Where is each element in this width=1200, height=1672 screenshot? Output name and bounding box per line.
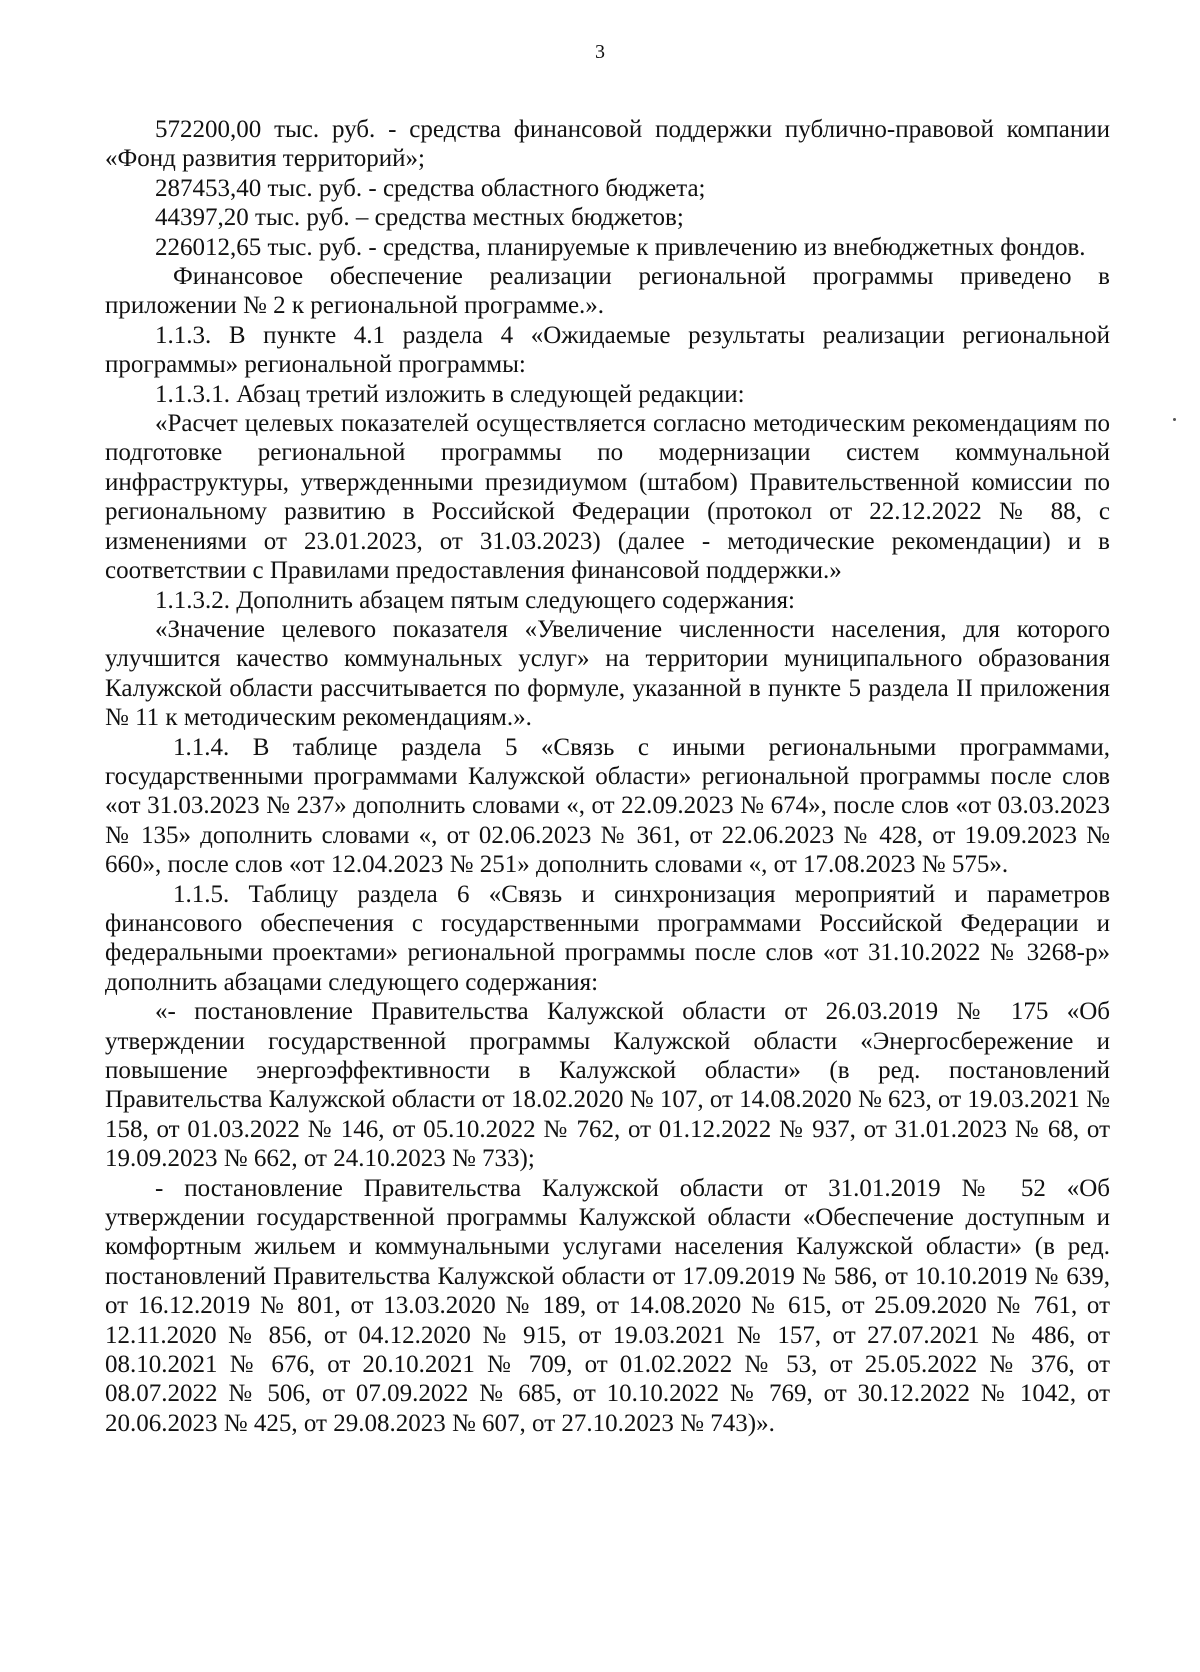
target-indicators-paragraph: «Расчет целевых показателей осуществляется согласно методическим рекомендациям по подготовке региональной программы по модернизации систем коммунальной инфраструктуры, утвержденными президиумом (штабом) Правительственной комиссии по региональному развитию в Российской Федерации (протокол от 22.12.2022 № 88, с изменениями от 23.01.2023, от 31.03.2023) (далее - методические рекомендации) и в соответствии с Правилами предоставления финансовой поддержки.» <box>105 410 1110 585</box>
clause-1-1-3-1-paragraph: 1.1.3.1. Абзац третий изложить в следующей редакции: <box>155 380 745 408</box>
funding-federal-paragraph: 572200,00 тыс. руб. - средства финансовой поддержки публично-правовой компании «Фонд развития территорий»; <box>105 116 1110 173</box>
clause-1-1-5-paragraph: 1.1.5. Таблицу раздела 6 «Связь и синхронизация мероприятий и параметров финансового обеспечения с государственными программами Российской Федерации и федеральными проектами» региональной программы после слов «от 31.10.2022 № 3268-р» дополнить абзацами следующего содержания: <box>105 880 1110 996</box>
document-body <box>105 115 1110 1438</box>
page-number: 3 <box>595 41 605 63</box>
funding-appendix-paragraph: Финансовое обеспечение реализации региональной программы приведено в приложении № 2 к региональной программе.». <box>105 263 1110 320</box>
scan-speck <box>1173 418 1176 421</box>
clause-1-1-3-paragraph: 1.1.3. В пункте 4.1 раздела 4 «Ожидаемые результаты реализации региональной программы» региональной программы: <box>105 321 1110 379</box>
clause-1-1-3-2-paragraph: 1.1.3.2. Дополнить абзацем пятым следующего содержания: <box>155 586 795 614</box>
resolution-52-paragraph: - постановление Правительства Калужской области от 31.01.2019 № 52 «Об утверждении государственной программы Калужской области «Обеспечение доступным и комфортным жильем и коммунальными услугами населения Калужской области» (в ред. постановлений Правительства Калужской области от 17.09.2019 № 586, от 10.10.2019 № 639, от 16.12.2019 № 801, от 13.03.2020 № 189, от 14.08.2020 № 615, от 25.09.2020 № 761, от 12.11.2020 № 856, от 04.12.2020 № 915, от 19.03.2021 № 157, от 27.07.2021 № 486, от 08.10.2021 № 676, от 20.10.2021 № 709, от 01.02.2022 № 53, от 25.05.2022 № 376, от 08.07.2022 № 506, от 07.09.2022 № 685, от 10.10.2022 № 769, от 30.12.2022 № 1042, от 20.06.2023 № 425, от 29.08.2023 № 607, от 27.10.2023 № 743)». <box>105 1174 1110 1437</box>
resolution-175-paragraph: «- постановление Правительства Калужской области от 26.03.2019 № 175 «Об утверждении государственной программы Калужской области «Энергосбережение и повышение энергоэффективности в Калужской области» (в ред. постановлений Правительства Калужской области от 18.02.2020 № 107, от 14.08.2020 № 623, от 19.03.2021 № 158, от 01.03.2022 № 146, от 05.10.2022 № 762, от 01.12.2022 № 937, от 31.01.2023 № 68, от 19.09.2023 № 662, от 24.10.2023 № 733); <box>105 998 1110 1173</box>
funding-extrabudgetary-paragraph: 226012,65 тыс. руб. - средства, планируемые к привлечению из внебюджетных фондов. <box>155 233 1086 261</box>
clause-1-1-4-paragraph: 1.1.4. В таблице раздела 5 «Связь с иными региональными программами, государственными программами Калужской области» региональной программы после слов «от 31.03.2023 № 237» дополнить словами «, от 22.09.2023 № 674», после слов «от 03.03.2023 № 135» дополнить словами «, от 02.06.2023 № 361, от 22.06.2023 № 428, от 19.09.2023 № 660», после слов «от 12.04.2023 № 251» дополнить словами «, от 17.08.2023 № 575». <box>105 733 1110 879</box>
funding-local-paragraph: 44397,20 тыс. руб. – средства местных бюджетов; <box>155 204 684 232</box>
indicator-value-paragraph: «Значение целевого показателя «Увеличение численности населения, для которого улучшится качество коммунальных услуг» на территории муниципального образования Калужской области рассчитывается по формуле, указанной в пункте 5 раздела II приложения № 11 к методическим рекомендациям.». <box>105 615 1110 732</box>
funding-regional-paragraph: 287453,40 тыс. руб. - средства областного бюджета; <box>155 174 706 202</box>
